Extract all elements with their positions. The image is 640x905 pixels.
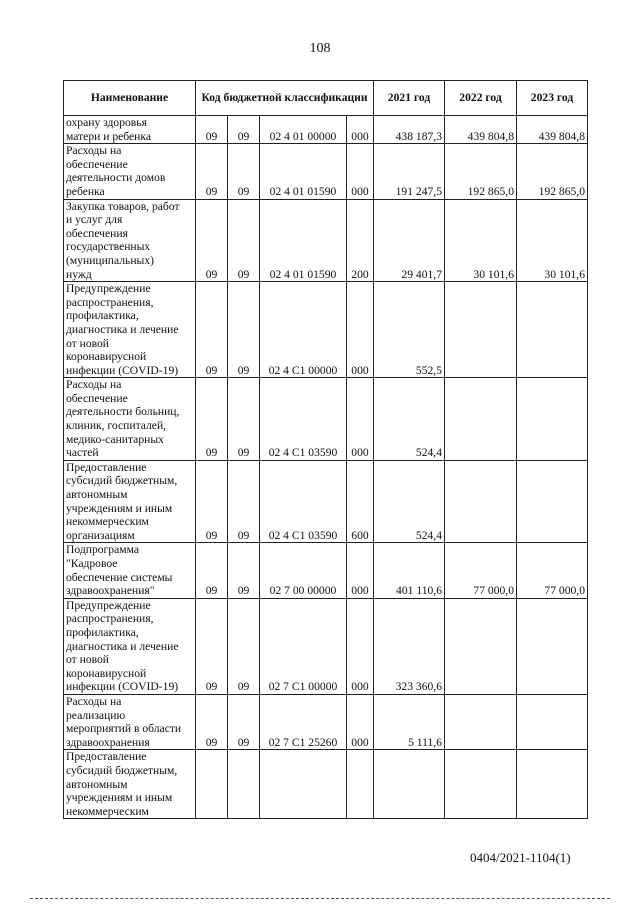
table-header-row bbox=[64, 81, 588, 116]
value-2021: 552,5 bbox=[374, 282, 445, 378]
value-2021: 29 401,7 bbox=[374, 199, 445, 282]
row-name-line: автономным bbox=[66, 777, 128, 791]
row-name-line: (муниципальных) bbox=[66, 253, 154, 267]
row-name bbox=[64, 460, 196, 543]
row-name-line: охрану здоровья bbox=[66, 116, 147, 129]
table-row bbox=[64, 282, 588, 378]
row-name-line: медико-санитарных bbox=[66, 432, 164, 446]
page-number: 108 bbox=[309, 41, 331, 56]
row-name-line: Предупреждение bbox=[66, 598, 151, 612]
table-row bbox=[64, 750, 588, 819]
row-name bbox=[64, 282, 196, 378]
code-section bbox=[196, 750, 228, 819]
row-name-line: деятельности больниц, bbox=[66, 405, 180, 419]
code-expense-type: 200 bbox=[347, 199, 374, 282]
row-name bbox=[64, 694, 196, 749]
code-section: 09 bbox=[196, 144, 228, 199]
header-2021: 2021 год bbox=[374, 81, 445, 116]
code-subsection: 09 bbox=[228, 694, 260, 749]
row-name-line: от новой bbox=[66, 653, 110, 667]
header-name: Наименование bbox=[64, 81, 196, 116]
row-name-line: Расходы на bbox=[66, 378, 122, 392]
value-2023: 77 000,0 bbox=[517, 543, 588, 598]
document-id: 0404/2021-1104(1) bbox=[470, 850, 571, 865]
code-target-article bbox=[260, 750, 347, 819]
code-section: 09 bbox=[196, 199, 228, 282]
row-name-line: Предоставление bbox=[66, 750, 147, 764]
value-2021: 524,4 bbox=[374, 460, 445, 543]
row-name-line: Закупка товаров, работ bbox=[66, 199, 180, 213]
value-2021: 438 187,3 bbox=[374, 116, 445, 144]
row-name-line: профилактика, bbox=[66, 625, 139, 639]
table-row bbox=[64, 199, 588, 282]
row-name-line: субсидий бюджетным, bbox=[66, 763, 178, 777]
row-name-line: инфекции (COVID-19) bbox=[66, 363, 179, 377]
row-name-line: Предупреждение bbox=[66, 282, 151, 296]
code-subsection: 09 bbox=[228, 116, 260, 144]
row-name-line: профилактика, bbox=[66, 309, 139, 323]
value-2021 bbox=[374, 750, 445, 819]
row-name-line: мероприятий в области bbox=[66, 722, 182, 736]
value-2022 bbox=[445, 598, 517, 694]
code-subsection: 09 bbox=[228, 144, 260, 199]
code-section: 09 bbox=[196, 598, 228, 694]
value-2022 bbox=[445, 460, 517, 543]
row-name-line: некоммерческим bbox=[66, 804, 149, 818]
table-row bbox=[64, 378, 588, 461]
code-target-article: 02 4 01 01590 bbox=[260, 199, 347, 282]
code-expense-type: 600 bbox=[347, 460, 374, 543]
value-2022: 77 000,0 bbox=[445, 543, 517, 598]
row-name-line: деятельности домов bbox=[66, 171, 166, 185]
table-body bbox=[64, 116, 588, 819]
row-name-line: некоммерческим bbox=[66, 515, 149, 529]
code-expense-type: 000 bbox=[347, 116, 374, 144]
code-target-article: 02 7 C1 25260 bbox=[260, 694, 347, 749]
row-name-line: реализацию bbox=[66, 708, 126, 722]
value-2021: 323 360,6 bbox=[374, 598, 445, 694]
row-name-line: субсидий бюджетным, bbox=[66, 474, 178, 488]
value-2022 bbox=[445, 750, 517, 819]
row-name-line: здравоохранения" bbox=[66, 584, 155, 598]
value-2023 bbox=[517, 598, 588, 694]
row-name-line: учреждениям и иным bbox=[66, 501, 173, 515]
value-2023: 192 865,0 bbox=[517, 144, 588, 199]
code-expense-type: 000 bbox=[347, 543, 374, 598]
row-name-line: ребенка bbox=[66, 184, 105, 198]
row-name-line: Расходы на bbox=[66, 694, 122, 708]
code-subsection: 09 bbox=[228, 543, 260, 598]
row-name-line: государственных bbox=[66, 240, 151, 254]
row-name-line: автономным bbox=[66, 488, 128, 502]
value-2022: 30 101,6 bbox=[445, 199, 517, 282]
row-name bbox=[64, 199, 196, 282]
row-name bbox=[64, 116, 196, 144]
value-2021: 401 110,6 bbox=[374, 543, 445, 598]
row-name-line: обеспечение системы bbox=[66, 570, 173, 584]
row-name bbox=[64, 598, 196, 694]
value-2022 bbox=[445, 694, 517, 749]
code-section: 09 bbox=[196, 282, 228, 378]
row-name-line: Расходы на bbox=[66, 144, 122, 158]
code-section: 09 bbox=[196, 378, 228, 461]
code-target-article: 02 4 C1 00000 bbox=[260, 282, 347, 378]
row-name-line: Предоставление bbox=[66, 460, 147, 474]
row-name-line: организациям bbox=[66, 528, 135, 542]
value-2022: 192 865,0 bbox=[445, 144, 517, 199]
row-name-line: обеспечения bbox=[66, 226, 128, 240]
value-2023 bbox=[517, 460, 588, 543]
code-expense-type: 000 bbox=[347, 282, 374, 378]
row-name bbox=[64, 144, 196, 199]
value-2021: 524,4 bbox=[374, 378, 445, 461]
value-2022 bbox=[445, 378, 517, 461]
value-2021: 5 111,6 bbox=[374, 694, 445, 749]
value-2023 bbox=[517, 378, 588, 461]
row-name-line: "Кадровое bbox=[66, 557, 118, 570]
code-section: 09 bbox=[196, 694, 228, 749]
code-target-article: 02 4 C1 03590 bbox=[260, 460, 347, 543]
code-subsection: 09 bbox=[228, 199, 260, 282]
value-2023 bbox=[517, 282, 588, 378]
code-section: 09 bbox=[196, 116, 228, 144]
table-row bbox=[64, 598, 588, 694]
budget-table bbox=[63, 80, 588, 819]
code-expense-type: 000 bbox=[347, 144, 374, 199]
code-expense-type: 000 bbox=[347, 694, 374, 749]
value-2021: 191 247,5 bbox=[374, 144, 445, 199]
header-code: Код бюджетной классификации bbox=[196, 81, 374, 116]
row-name-line: диагностика и лечение bbox=[66, 322, 179, 336]
value-2023: 30 101,6 bbox=[517, 199, 588, 282]
row-name-line: учреждениям и иным bbox=[66, 791, 173, 805]
code-subsection: 09 bbox=[228, 282, 260, 378]
code-subsection: 09 bbox=[228, 378, 260, 461]
code-target-article: 02 7 00 00000 bbox=[260, 543, 347, 598]
row-name-line: и услуг для bbox=[66, 213, 123, 227]
code-subsection bbox=[228, 750, 260, 819]
code-expense-type: 000 bbox=[347, 598, 374, 694]
header-2023: 2023 год bbox=[517, 81, 588, 116]
code-target-article: 02 4 01 00000 bbox=[260, 116, 347, 144]
row-name-line: от новой bbox=[66, 336, 110, 350]
value-2023 bbox=[517, 694, 588, 749]
code-target-article: 02 7 C1 00000 bbox=[260, 598, 347, 694]
value-2023: 439 804,8 bbox=[517, 116, 588, 144]
row-name-line: диагностика и лечение bbox=[66, 639, 179, 653]
row-name-line: матери и ребенка bbox=[66, 129, 151, 143]
row-name-line: Подпрограмма bbox=[66, 543, 139, 557]
value-2022: 439 804,8 bbox=[445, 116, 517, 144]
table-row bbox=[64, 116, 588, 144]
row-name bbox=[64, 378, 196, 461]
code-subsection: 09 bbox=[228, 598, 260, 694]
row-name-line: коронавирусной bbox=[66, 350, 147, 364]
code-target-article: 02 4 01 01590 bbox=[260, 144, 347, 199]
row-name-line: распространения, bbox=[66, 612, 154, 626]
bottom-divider bbox=[30, 898, 610, 899]
row-name-line: частей bbox=[66, 446, 99, 460]
row-name bbox=[64, 543, 196, 598]
row-name-line: распространения, bbox=[66, 295, 154, 309]
row-name-line: инфекции (COVID-19) bbox=[66, 680, 179, 694]
header-2022: 2022 год bbox=[445, 81, 517, 116]
code-section: 09 bbox=[196, 460, 228, 543]
code-target-article: 02 4 C1 03590 bbox=[260, 378, 347, 461]
code-expense-type: 000 bbox=[347, 378, 374, 461]
code-subsection: 09 bbox=[228, 460, 260, 543]
row-name-line: нужд bbox=[66, 267, 92, 281]
table-row bbox=[64, 694, 588, 749]
value-2022 bbox=[445, 282, 517, 378]
row-name bbox=[64, 750, 196, 819]
row-name-line: коронавирусной bbox=[66, 666, 147, 680]
row-name-line: обеспечение bbox=[66, 391, 128, 405]
code-expense-type bbox=[347, 750, 374, 819]
table-row bbox=[64, 543, 588, 598]
row-name-line: обеспечение bbox=[66, 157, 128, 171]
value-2023 bbox=[517, 750, 588, 819]
code-section: 09 bbox=[196, 543, 228, 598]
row-name-line: здравоохранения bbox=[66, 735, 150, 749]
row-name-line: клиник, госпиталей, bbox=[66, 419, 167, 433]
table-row bbox=[64, 460, 588, 543]
table-row bbox=[64, 144, 588, 199]
